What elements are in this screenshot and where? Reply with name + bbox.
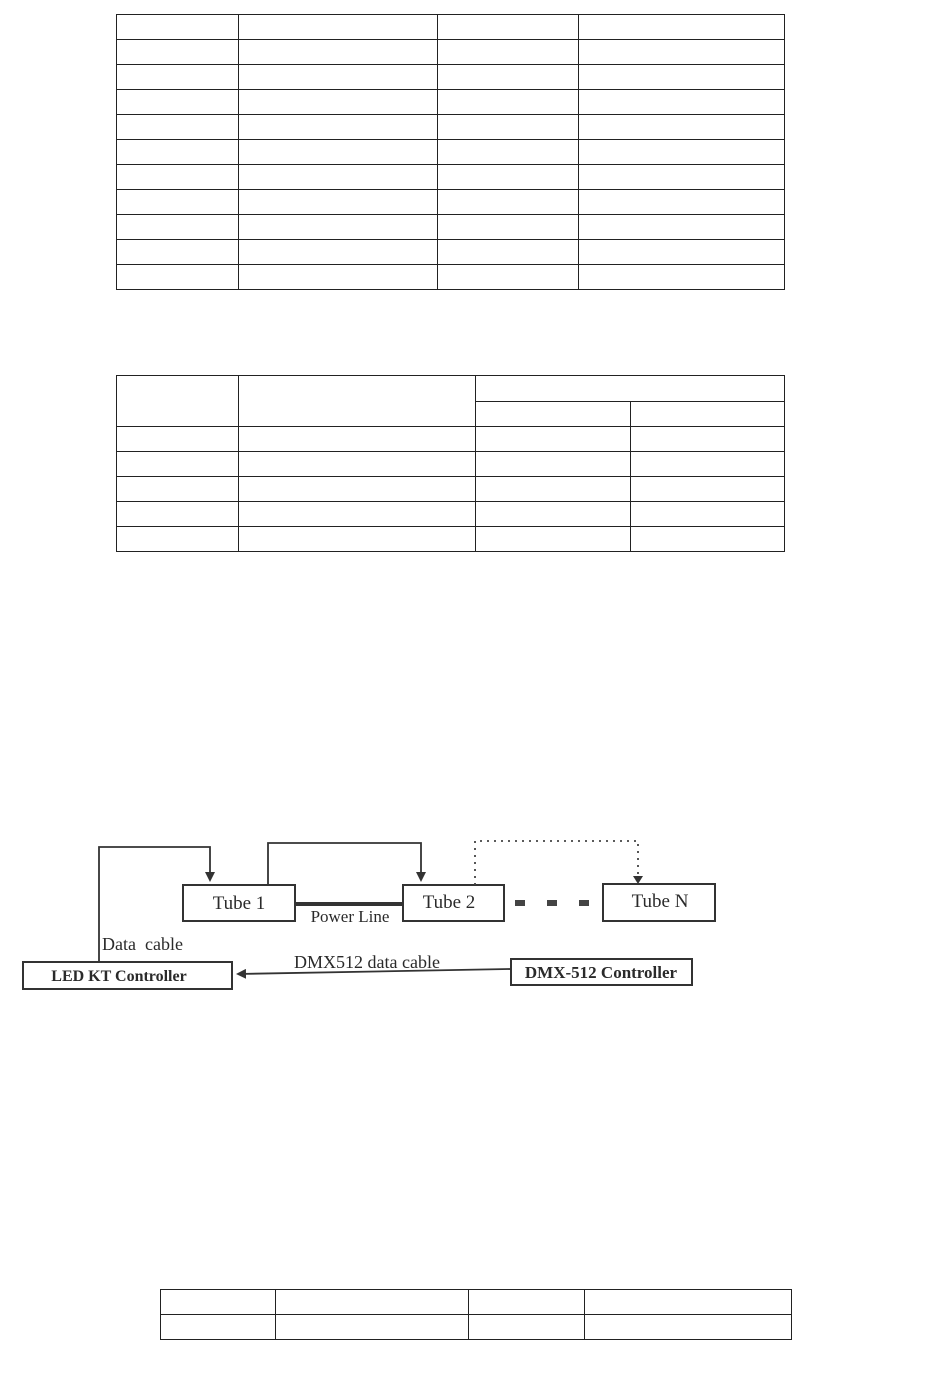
table-cell: [585, 1315, 792, 1340]
table-cell: [579, 15, 785, 40]
table-cell: [579, 240, 785, 265]
table-cell: [438, 15, 579, 40]
arrow-to-tube-n: [633, 876, 643, 884]
spec-table-1: [116, 14, 785, 290]
table-cell: [239, 427, 476, 452]
table-row: [117, 427, 785, 452]
table-cell: [239, 477, 476, 502]
table-cell: [239, 376, 476, 427]
data-cable-tube-1-to-tube-2: [268, 843, 421, 885]
table-cell: [476, 401, 631, 427]
table-cell: [579, 65, 785, 90]
spec-table-2-body: [117, 376, 785, 552]
table-cell: [239, 15, 438, 40]
table-row: [161, 1290, 792, 1315]
table-cell: [631, 477, 785, 502]
table-cell: [579, 165, 785, 190]
table-row: [117, 240, 785, 265]
table-cell: [476, 452, 631, 477]
spec-table-1-body: [117, 15, 785, 290]
table-cell: [117, 65, 239, 90]
table-cell: [476, 502, 631, 527]
table-cell: [579, 140, 785, 165]
table-row: [117, 376, 785, 402]
table-cell: [117, 240, 239, 265]
table-cell: [117, 40, 239, 65]
table-cell: [117, 527, 239, 552]
table-cell: [161, 1290, 276, 1315]
table-row: [117, 65, 785, 90]
table-cell: [276, 1290, 469, 1315]
dmx512-controller-label: DMX-512 Controller: [524, 963, 678, 982]
table-cell: [631, 427, 785, 452]
tube-2-label: Tube 2: [422, 892, 476, 913]
table-cell: [476, 527, 631, 552]
table-cell: [239, 140, 438, 165]
table-cell: [438, 115, 579, 140]
table-row: [117, 165, 785, 190]
spec-table-3-body: [161, 1290, 792, 1340]
table-row: [117, 502, 785, 527]
table-row: [161, 1315, 792, 1340]
table-row: [117, 90, 785, 115]
table-cell: [117, 477, 239, 502]
table-cell: [631, 502, 785, 527]
table-cell: [117, 90, 239, 115]
table-cell: [469, 1290, 585, 1315]
table-row: [117, 15, 785, 40]
wiring-diagram: [0, 830, 950, 1010]
table-cell: [239, 502, 476, 527]
table-cell: [579, 115, 785, 140]
table-cell: [438, 140, 579, 165]
table-cell: [239, 165, 438, 190]
table-cell: [579, 190, 785, 215]
table-cell: [239, 40, 438, 65]
table-cell: [239, 527, 476, 552]
table-cell: [117, 140, 239, 165]
table-cell: [117, 265, 239, 290]
table-row: [117, 140, 785, 165]
table-cell: [239, 452, 476, 477]
table-cell: [631, 401, 785, 427]
table-cell: [438, 65, 579, 90]
table-row: [117, 477, 785, 502]
table-cell: [438, 265, 579, 290]
table-cell: [438, 190, 579, 215]
tube-n-label: Tube N: [631, 891, 689, 912]
led-kt-controller-label: LED KT Controller: [51, 968, 187, 985]
table-cell: [117, 452, 239, 477]
data-cable-label: Data cable: [102, 934, 183, 954]
table-row: [117, 40, 785, 65]
table-cell: [239, 65, 438, 90]
table-cell: [631, 452, 785, 477]
table-cell: [239, 215, 438, 240]
table-cell: [579, 215, 785, 240]
spec-table-3: [160, 1289, 792, 1340]
table-row: [117, 115, 785, 140]
table-row: [117, 452, 785, 477]
table-cell: [579, 90, 785, 115]
table-cell: [239, 265, 438, 290]
table-cell: [117, 502, 239, 527]
table-cell: [239, 115, 438, 140]
table-cell: [476, 477, 631, 502]
table-cell: [117, 427, 239, 452]
table-cell: [239, 240, 438, 265]
table-row: [117, 190, 785, 215]
table-cell: [438, 90, 579, 115]
table-cell: [579, 40, 785, 65]
table-cell: [438, 40, 579, 65]
table-cell: [438, 240, 579, 265]
table-cell: [117, 215, 239, 240]
table-cell: [585, 1290, 792, 1315]
table-cell: [117, 165, 239, 190]
data-cable-tube-2-to-tube-n: [475, 841, 638, 885]
table-cell: [117, 376, 239, 427]
table-cell: [117, 190, 239, 215]
table-row: [117, 215, 785, 240]
power-line-label: Power Line: [310, 907, 390, 926]
table-cell: [438, 215, 579, 240]
table-cell: [276, 1315, 469, 1340]
table-cell: [469, 1315, 585, 1340]
table-row: [117, 527, 785, 552]
table-cell: [476, 376, 785, 402]
table-cell: [631, 527, 785, 552]
spec-table-2: [116, 375, 785, 552]
table-cell: [438, 165, 579, 190]
table-cell: [239, 190, 438, 215]
table-cell: [117, 115, 239, 140]
table-cell: [476, 427, 631, 452]
dmx512-data-cable-label: DMX512 data cable: [294, 952, 440, 972]
tube-1-label: Tube 1: [212, 893, 266, 914]
table-cell: [579, 265, 785, 290]
table-cell: [161, 1315, 276, 1340]
table-cell: [117, 15, 239, 40]
table-cell: [239, 90, 438, 115]
table-row: [117, 265, 785, 290]
